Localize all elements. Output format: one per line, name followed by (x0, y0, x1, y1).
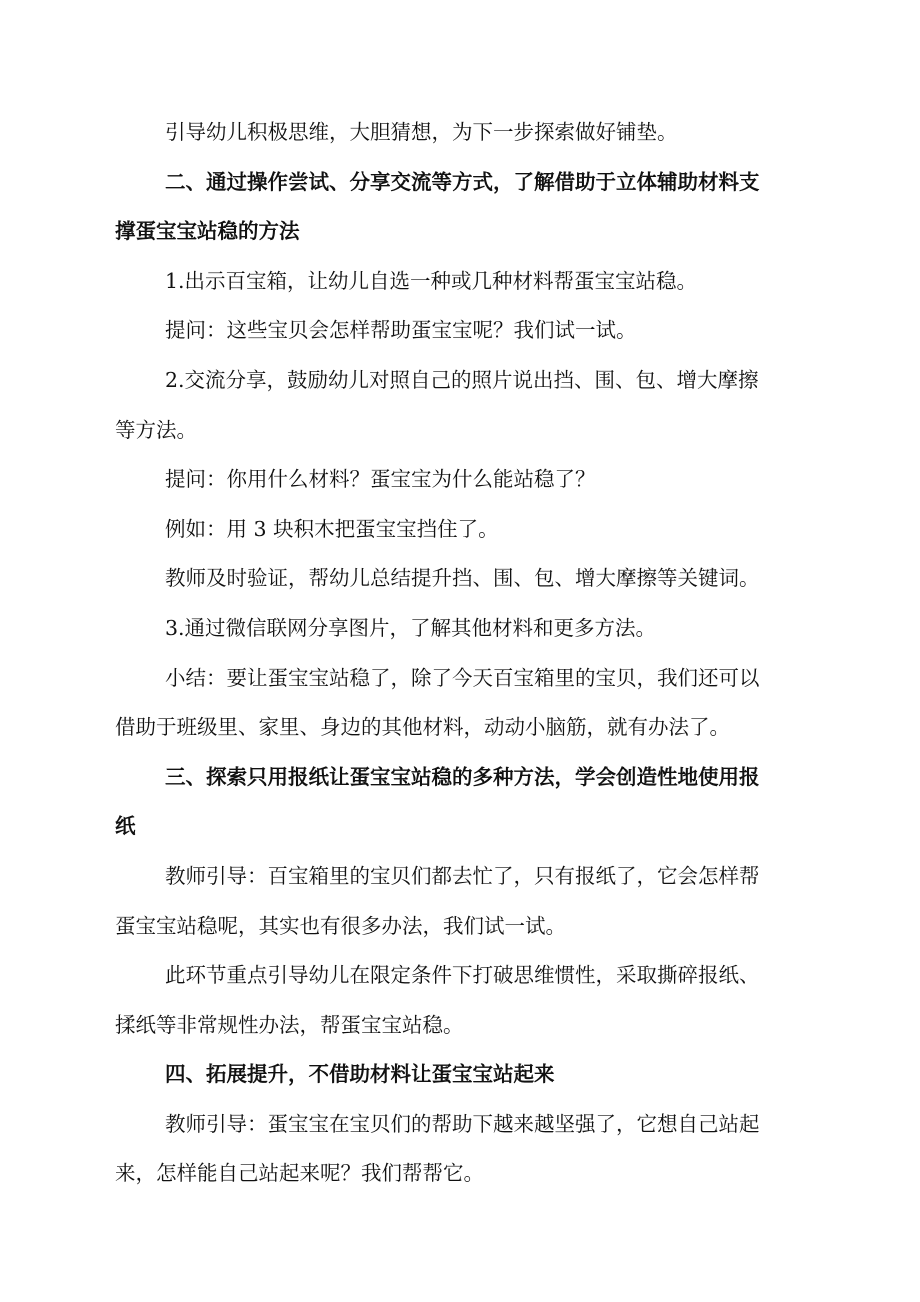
paragraph-line: 小结：要让蛋宝宝站稳了，除了今天百宝箱里的宝贝，我们还可以 (165, 665, 760, 690)
paragraph-line: 此环节重点引导幼儿在限定条件下打破思维惯性，采取撕碎报纸、 (165, 963, 760, 988)
section-heading-2-line-2: 撑蛋宝宝站稳的方法 (115, 219, 300, 244)
section-heading-3-line-2: 纸 (115, 814, 136, 839)
paragraph-line: 教师引导：蛋宝宝在宝贝们的帮助下越来越坚强了，它想自己站起 (165, 1111, 760, 1136)
section-heading-2-line-1: 二、通过操作尝试、分享交流等方式，了解借助于立体辅助材料支 (165, 169, 760, 194)
section-heading-4: 四、拓展提升，不借助材料让蛋宝宝站起来 (165, 1062, 555, 1087)
paragraph-line: 2.交流分享，鼓励幼儿对照自己的照片说出挡、围、包、增大摩擦 (165, 367, 759, 392)
paragraph-line: 揉纸等非常规性办法，帮蛋宝宝站稳。 (115, 1012, 464, 1037)
paragraph-line: 借助于班级里、家里、身边的其他材料，动动小脑筋，就有办法了。 (115, 715, 730, 740)
document-body (115, 108, 805, 1199)
paragraph-line: 例如：用 3 块积木把蛋宝宝挡住了。 (165, 516, 499, 541)
paragraph-line: 教师及时验证，帮幼儿总结提升挡、围、包、增大摩擦等关键词。 (165, 566, 760, 591)
section-heading-3-line-1: 三、探索只用报纸让蛋宝宝站稳的多种方法，学会创造性地使用报 (165, 764, 760, 789)
paragraph-line: 来，怎样能自己站起来呢？我们帮帮它。 (115, 1161, 484, 1186)
paragraph-line: 教师引导：百宝箱里的宝贝们都去忙了，只有报纸了，它会怎样帮 (165, 863, 760, 888)
paragraph-line: 提问：这些宝贝会怎样帮助蛋宝宝呢？我们试一试。 (165, 318, 637, 343)
paragraph-line: 提问：你用什么材料？蛋宝宝为什么能站稳了？ (165, 467, 596, 492)
paragraph-line: 等方法。 (115, 417, 197, 442)
paragraph-line: 引导幼儿积极思维，大胆猜想，为下一步探索做好铺垫。 (165, 120, 678, 144)
paragraph-line: 1.出示百宝箱，让幼儿自选一种或几种材料帮蛋宝宝站稳。 (165, 268, 698, 293)
paragraph-line: 3.通过微信联网分享图片，了解其他材料和更多方法。 (165, 615, 657, 640)
paragraph-line: 蛋宝宝站稳呢，其实也有很多办法，我们试一试。 (115, 913, 566, 938)
